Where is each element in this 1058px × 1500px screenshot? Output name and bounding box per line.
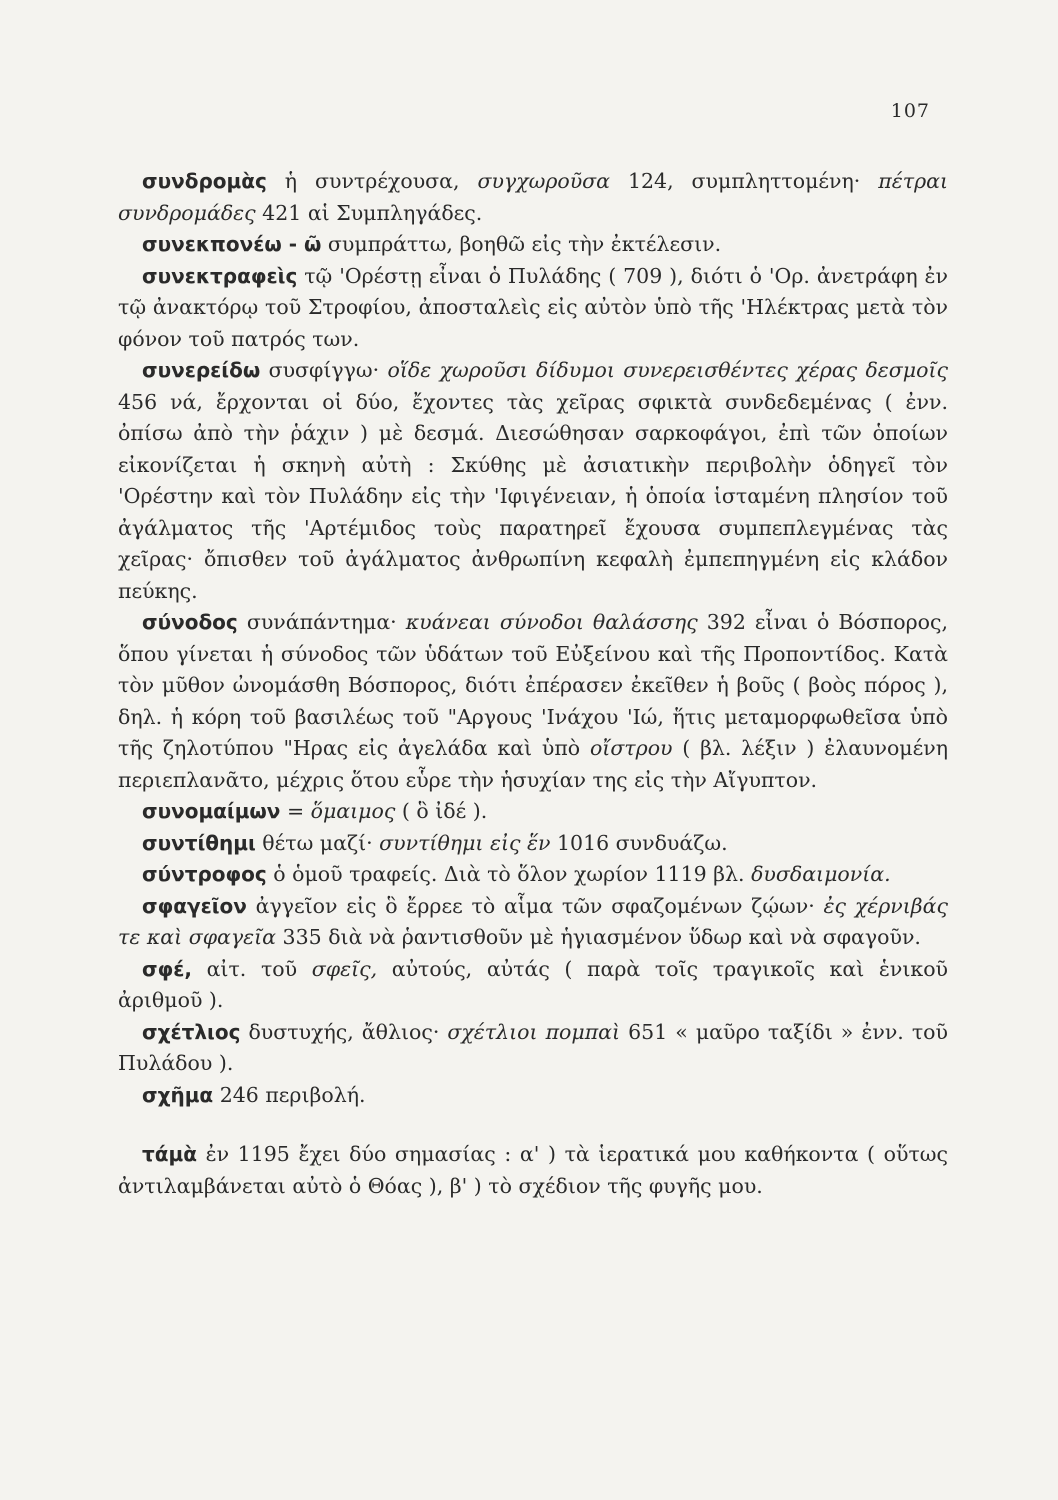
entry-quote: σχέτλιοι πομπαὶ (447, 1019, 621, 1044)
entry-headword: σύντροφος (142, 862, 267, 886)
entry-quote: συγχωροῦσα (477, 169, 611, 193)
entry-text: ἐν 1195 ἔχει δύο σημασίας : α' ) τὰ ἱερατικά μου καθήκοντα ( οὕτως ἀντιλαμβάνεται αὐτὸ ὁ Θόας ), β' ) τὸ σχέδιον τῆς φυγῆς μου. (118, 1142, 948, 1198)
entry-text: 392 εἶναι ὁ Βόσπορος, ὅπου γίνεται ἡ σύνοδος τῶν ὑδάτων τοῦ Εὐξείνου καὶ τῆς Προποντίδος. Κατὰ τὸν μῦθον ὠνομάσθη Βόσπορος, διότι ἐπέρασεν ἐκεῖθεν ἡ βοῦς ( βοὸς πόρος ), δηλ. ἡ κόρη τοῦ βασιλέως τοῦ "Αργους 'Ινάχου 'Ιώ, ἥτις μεταμορφωθεῖσα ὑπὸ τῆς ζηλοτύπου "Ηρας εἰς ἀγελάδα καὶ ὑπὸ (118, 610, 948, 760)
entry-text: συμπράττω, βοηθῶ εἰς τὴν ἐκτέλεσιν. (321, 232, 722, 256)
entry-quote: οἵδε χωροῦσι δίδυμοι συνερεισθέντες χέρας δεσμοῖς (387, 358, 948, 382)
entry-text: 456 νά, ἔρχονται οἱ δύο, ἔχοντες τὰς χεῖρας σφικτὰ συνδεδεμένας ( ἐνν. ὀπίσω ἀπὸ τὴν ῥάχιν ) μὲ δεσμά. Διεσώθησαν σαρκοφάγοι, ἐπὶ τῶν ὁποίων εἰκονίζεται ἡ σκηνὴ αὐτὴ : Σκύθης μὲ ἀσιατικὴν περιβολὴν ὁδηγεῖ τὸν 'Ορέστην καὶ τὸν Πυλάδην εἰς τὴν 'Ιφιγένειαν, ἡ ὁποία ἱσταμένη πλησίον τοῦ ἀγάλματος τῆς 'Αρτέμιδος τοὺς παρατηρεῖ ἔχουσα συμπεπλεγμένας τὰς χεῖρας· ὄπισθεν τοῦ ἀγάλματος ἀνθρωπίνη κεφαλὴ ἐμπεπηγμένη εἰς κλάδον πεύκης. (118, 389, 948, 603)
dictionary-entry (118, 261, 948, 356)
page-number: 107 (890, 100, 930, 122)
dictionary-entry (118, 891, 948, 954)
entry-text: δυστυχής, ἄθλιος· (240, 1019, 448, 1044)
entry-headword: σχέτλιος (142, 1019, 241, 1044)
entry-headword: συνεκπονέω - ῶ (142, 232, 322, 256)
dictionary-entry (118, 954, 948, 1017)
dictionary-entry (118, 166, 948, 229)
entry-headword: σφέ, (142, 956, 192, 981)
dictionary-entry (118, 796, 948, 828)
entry-text: συνάπάντημα· (237, 610, 406, 634)
entry-text: αἰτ. τοῦ (191, 956, 312, 981)
entry-quote: πέτραι συνδρομάδες (118, 169, 949, 225)
dictionary-entry (118, 229, 948, 261)
entry-quote: σφεῖς, (311, 956, 378, 981)
entry-text: τῷ 'Ορέστῃ εἶναι ὁ Πυλάδης ( 709 ), διότι ὁ 'Ορ. ἀνετράφη ἐν τῷ ἀνακτόρῳ τοῦ Στροφίου, ἀποσταλεὶς εἰς αὐτὸν ὑπὸ τῆς 'Ηλέκτρας μετὰ τὸν φόνον τοῦ πατρός των. (118, 263, 948, 351)
entry-quote: κυάνεαι σύνοδοι θαλάσσης (405, 610, 698, 634)
entry-text: θέτω μαζί· (255, 830, 380, 855)
entry-text: ὁ ὁμοῦ τραφείς. Διὰ τὸ ὅλον χωρίον 1119 βλ. (266, 862, 752, 886)
dictionary-entry (118, 607, 948, 796)
entry-text: ( βλ. λέξιν ) ἐλαυνομένη περιεπλανᾶτο, μέχρις ὅτου εὗρε τὴν ἡσυχίαν της εἰς τὴν Αἴγυπτον. (118, 736, 948, 792)
entry-headword: συνεκτραφεὶς (142, 263, 298, 288)
entry-headword: συνερείδω (142, 358, 261, 382)
entry-text: = (280, 799, 311, 823)
entry-text: ἀγγεῖον εἰς ὃ ἔρρεε τὸ αἷμα τῶν σφαζομένων ζῴων· (246, 893, 824, 918)
entry-headword: σχῆμα (142, 1082, 214, 1107)
entry-text: 246 περιβολή. (213, 1082, 366, 1107)
entry-text: 124, συμπληττομένη· (610, 169, 879, 193)
entry-text: αὐτούς, αὐτάς ( παρὰ τοῖς τραγικοῖς καὶ ἑνικοῦ ἀριθμοῦ ). (118, 956, 948, 1012)
entry-text: 1016 συνδυάζω. (550, 830, 728, 855)
entry-text: 421 αἱ Συμπληγάδες. (255, 200, 483, 225)
dictionary-entries (118, 166, 948, 1202)
entry-headword: τάμὰ (142, 1142, 197, 1166)
entry-quote: ὅμαιμος (310, 799, 396, 823)
dictionary-entry (118, 1080, 948, 1112)
entry-headword: σφαγεῖον (142, 893, 247, 918)
entry-headword: σύνοδος (142, 610, 238, 634)
entry-text: 335 διὰ νὰ ῥαντισθοῦν μὲ ἡγιασμένον ὕδωρ καὶ νὰ σφαγοῦν. (276, 925, 921, 949)
dictionary-entry (118, 828, 948, 860)
entry-quote: δυσδαιμονία. (751, 862, 891, 886)
entry-text: 651 « μαῦρο ταξίδι » ἐνν. τοῦ Πυλάδου ). (118, 1019, 948, 1075)
entry-headword: συντίθημι (142, 830, 256, 855)
entry-quote: οἴστρου (589, 736, 673, 760)
dictionary-entry (118, 355, 948, 607)
dictionary-entry (118, 859, 948, 891)
entry-text: συσφίγγω· (260, 358, 388, 382)
entry-quote: συντίθημι εἰς ἕν (379, 830, 551, 855)
entry-quote: ἐς χέρνιβάς τε καὶ σφαγεῖα (118, 893, 948, 949)
dictionary-entry (118, 1017, 948, 1080)
dictionary-entry (118, 1139, 948, 1202)
entry-headword: συνδρομὰς (142, 169, 267, 193)
entry-text: ( ὃ ἰδέ ). (395, 799, 488, 823)
entry-text: ἡ συντρέχουσα, (266, 169, 478, 193)
entry-headword: συνομαίμων (142, 799, 281, 823)
